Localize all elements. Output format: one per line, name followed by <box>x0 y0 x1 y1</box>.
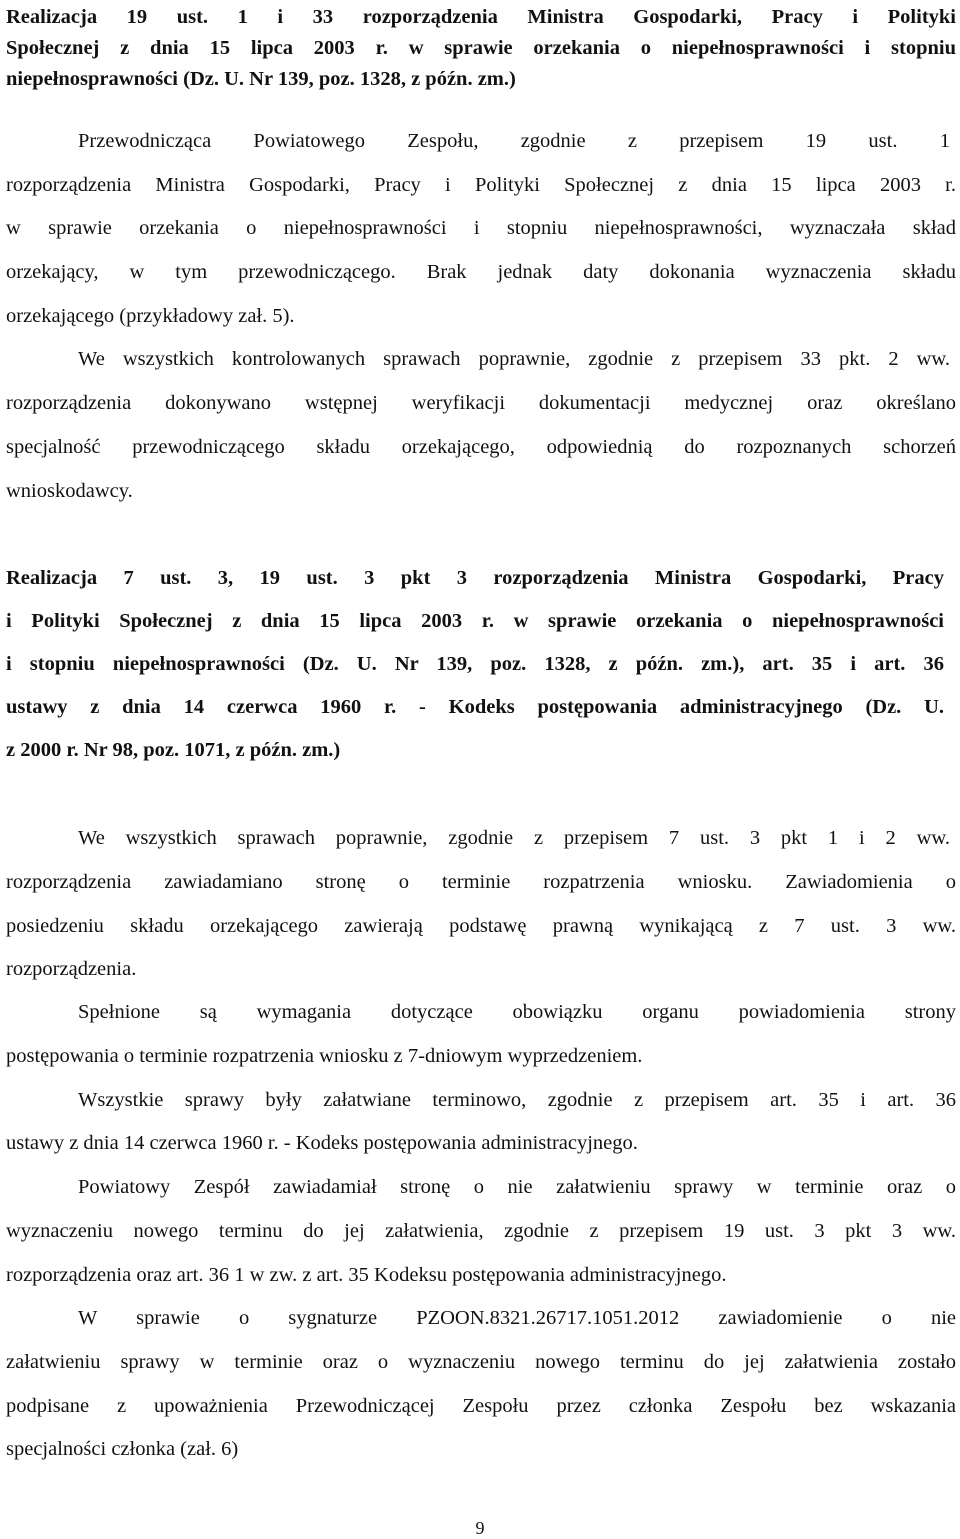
text-line: wnioskodawcy. <box>6 480 133 502</box>
text-line: Wszystkie sprawy były załatwiane terminowo, zgodnie z przepisem art. 35 i art. 36 <box>78 1089 956 1111</box>
text-line: rozporządzenia oraz art. 36 1 w zw. z art. 35 Kodeksu postępowania administracyjnego. <box>6 1264 727 1286</box>
text-line: rozporządzenia zawiadamiano stronę o terminie rozpatrzenia wniosku. Zawiadomienia o <box>6 871 956 893</box>
text-line: ustawy z dnia 14 czerwca 1960 r. - Kodeks postępowania administracyjnego (Dz. U. <box>6 696 944 718</box>
text-line: posiedzeniu składu orzekającego zawierają podstawę prawną wynikającą z 7 ust. 3 ww. <box>6 915 956 937</box>
text-line: wyznaczeniu nowego terminu do jej załatwienia, zgodnie z przepisem 19 ust. 3 pkt 3 ww. <box>6 1220 956 1242</box>
text-line: Przewodnicząca Powiatowego Zespołu, zgodnie z przepisem 19 ust. 1 <box>78 130 950 152</box>
text-line: postępowania o terminie rozpatrzenia wniosku z 7-dniowym wyprzedzeniem. <box>6 1045 643 1067</box>
text-line: podpisane z upoważnienia Przewodniczącej Zespołu przez członka Zespołu bez wskazania <box>6 1395 956 1417</box>
text-line: Powiatowy Zespół zawiadamiał stronę o nie załatwieniu sprawy w terminie oraz o <box>78 1176 956 1198</box>
text-line: i Polityki Społecznej z dnia 15 lipca 2003 r. w sprawie orzekania o niepełnosprawności <box>6 610 944 632</box>
text-line: rozporządzenia Ministra Gospodarki, Pracy i Polityki Społecznej z dnia 15 lipca 2003 r. <box>6 174 956 196</box>
text-line: W sprawie o sygnaturze PZOON.8321.26717.1051.2012 zawiadomienie o nie <box>78 1307 956 1329</box>
text-line: Społecznej z dnia 15 lipca 2003 r. w sprawie orzekania o niepełnosprawności i stopniu <box>6 37 956 59</box>
text-line: ustawy z dnia 14 czerwca 1960 r. - Kodeks postępowania administracyjnego. <box>6 1132 638 1154</box>
text-line: rozporządzenia. <box>6 958 137 980</box>
text-line: specjalności członka (zał. 6) <box>6 1438 239 1460</box>
text-line: załatwieniu sprawy w terminie oraz o wyznaczeniu nowego terminu do jej załatwienia zostało <box>6 1351 956 1373</box>
text-line: We wszystkich kontrolowanych sprawach poprawnie, zgodnie z przepisem 33 pkt. 2 ww. <box>78 348 950 370</box>
text-line: i stopniu niepełnosprawności (Dz. U. Nr 139, poz. 1328, z późn. zm.), art. 35 i art. 36 <box>6 653 944 675</box>
text-line: specjalność przewodniczącego składu orzekającego, odpowiednią do rozpoznanych schorzeń <box>6 436 956 458</box>
text-line: Spełnione są wymagania dotyczące obowiązku organu powiadomienia strony <box>78 1001 956 1023</box>
text-line: rozporządzenia dokonywano wstępnej weryfikacji dokumentacji medycznej oraz określano <box>6 392 956 414</box>
text-line: Realizacja 19 ust. 1 i 33 rozporządzenia Ministra Gospodarki, Pracy i Polityki <box>6 6 956 28</box>
text-line: z 2000 r. Nr 98, poz. 1071, z późn. zm.) <box>6 739 341 761</box>
text-line: orzekającego (przykładowy zał. 5). <box>6 305 295 327</box>
page-number: 9 <box>475 1518 485 1538</box>
text-line: We wszystkich sprawach poprawnie, zgodnie z przepisem 7 ust. 3 pkt 1 i 2 ww. <box>78 827 950 849</box>
text-line: w sprawie orzekania o niepełnosprawności i stopniu niepełnosprawności, wyznaczała skład <box>6 217 956 239</box>
text-line: Realizacja 7 ust. 3, 19 ust. 3 pkt 3 rozporządzenia Ministra Gospodarki, Pracy <box>6 567 944 589</box>
text-line: orzekający, w tym przewodniczącego. Brak jednak daty dokonania wyznaczenia składu <box>6 261 956 283</box>
text-line: niepełnosprawności (Dz. U. Nr 139, poz. 1328, z późn. zm.) <box>6 68 516 90</box>
